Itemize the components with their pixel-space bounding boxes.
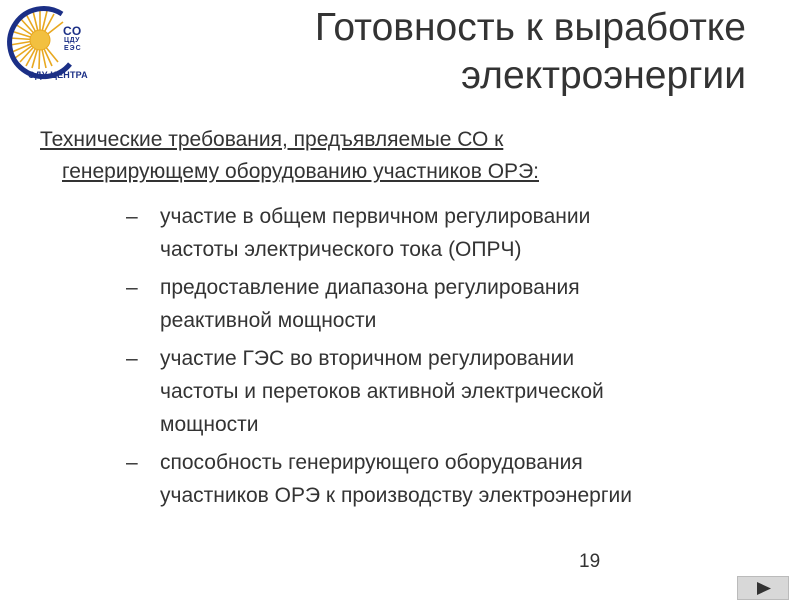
next-slide-button[interactable]: [737, 576, 789, 600]
list-item: [126, 200, 786, 266]
list-item-line2: участников ОРЭ к производству электроэнергии: [160, 484, 632, 507]
list-item-line2: реактивной мощности: [160, 309, 377, 332]
list-item: [126, 446, 786, 512]
logo-text-cdu: ЦДУ: [64, 37, 81, 44]
bullet-dash: –: [126, 276, 138, 299]
list-item-line2: частоты и перетоков активной электрической: [160, 380, 604, 403]
list-item: [126, 342, 786, 441]
section-heading: [40, 124, 720, 188]
logo-text-ees: ЕЭС: [64, 45, 82, 52]
section-heading-line2: генерирующему оборудованию участников ОРЭ:: [62, 160, 539, 183]
company-logo: [2, 2, 98, 84]
list-item-line3: мощности: [160, 413, 259, 436]
bullet-dash: –: [126, 451, 138, 474]
slide-title-line2: электроэнергии: [461, 54, 746, 97]
list-item-line1: способность генерирующего оборудования: [160, 451, 583, 474]
page-number: 19: [579, 551, 601, 572]
section-heading-line1: Технические требования, предъявляемые СО к: [40, 128, 504, 151]
requirements-list: [126, 200, 786, 517]
list-item-line1: предоставление диапазона регулирования: [160, 276, 580, 299]
list-item-line1: участие ГЭС во вторичном регулировании: [160, 347, 575, 370]
list-item-line2: частоты электрического тока (ОПРЧ): [160, 238, 522, 261]
list-item-line1: участие в общем первичном регулировании: [160, 205, 591, 228]
logo-caption: ОДУ ЦЕНТРА: [28, 70, 88, 80]
bullet-dash: –: [126, 205, 138, 228]
play-next-icon: [757, 582, 771, 595]
bullet-dash: –: [126, 347, 138, 370]
list-item: [126, 271, 786, 337]
slide-title: [315, 4, 746, 100]
logo-text-so: СО: [63, 24, 82, 38]
slide-title-line1: Готовность к выработке: [314, 6, 746, 49]
